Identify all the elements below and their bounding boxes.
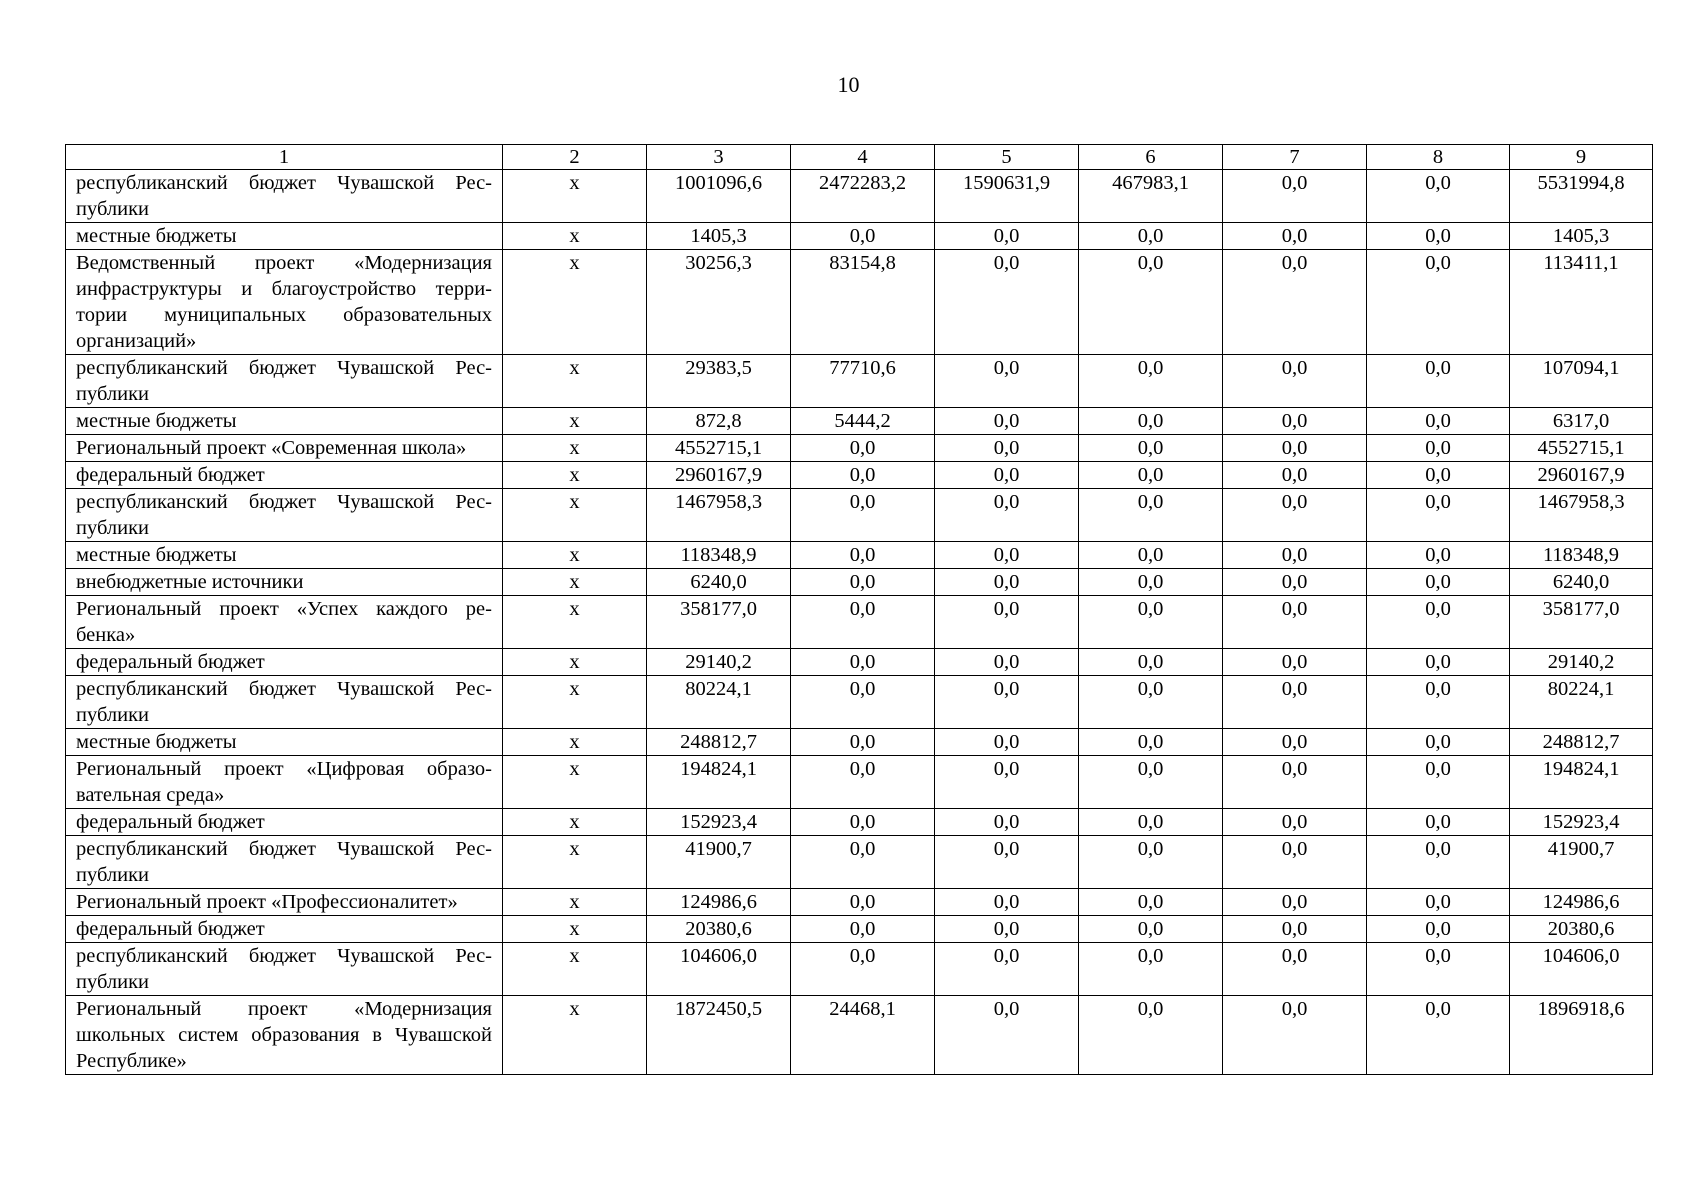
value-col-3: 1405,3: [647, 223, 791, 250]
column-header-7: 7: [1223, 145, 1367, 170]
value-col-8: 0,0: [1367, 462, 1510, 489]
value-col-5: 0,0: [935, 809, 1079, 836]
value-col-4: 0,0: [791, 889, 935, 916]
value-col-5: 0,0: [935, 542, 1079, 569]
value-col-6: 0,0: [1079, 836, 1223, 889]
total-cell: 6317,0: [1510, 408, 1653, 435]
value-col-4: 24468,1: [791, 996, 935, 1075]
value-col-6: 0,0: [1079, 729, 1223, 756]
value-col-7: 0,0: [1223, 542, 1367, 569]
table-row: [66, 996, 1653, 1075]
value-col-6: 0,0: [1079, 223, 1223, 250]
value-col-5: 0,0: [935, 676, 1079, 729]
table-row: [66, 943, 1653, 996]
value-col-7: 0,0: [1223, 676, 1367, 729]
value-col-8: 0,0: [1367, 889, 1510, 916]
value-col-6: 0,0: [1079, 435, 1223, 462]
value-col-3: 2960167,9: [647, 462, 791, 489]
value-col-8: 0,0: [1367, 569, 1510, 596]
value-col-6: 0,0: [1079, 996, 1223, 1075]
value-col-3: 6240,0: [647, 569, 791, 596]
value-col-4: 0,0: [791, 435, 935, 462]
unit-cell: х: [503, 889, 647, 916]
total-cell: 1405,3: [1510, 223, 1653, 250]
table-row: [66, 596, 1653, 649]
total-cell: 124986,6: [1510, 889, 1653, 916]
row-name-cell: республиканский бюджет Чувашской Республики: [66, 355, 503, 408]
column-header-5: 5: [935, 145, 1079, 170]
value-col-3: 1872450,5: [647, 996, 791, 1075]
row-name-cell: республиканский бюджет Чувашской Республики: [66, 943, 503, 996]
value-col-3: 29383,5: [647, 355, 791, 408]
value-col-7: 0,0: [1223, 889, 1367, 916]
row-name-cell: республиканский бюджет Чувашской Республики: [66, 836, 503, 889]
value-col-8: 0,0: [1367, 408, 1510, 435]
total-cell: 4552715,1: [1510, 435, 1653, 462]
row-name-cell: Региональный проект «Современная школа»: [66, 435, 503, 462]
value-col-7: 0,0: [1223, 462, 1367, 489]
value-col-5: 0,0: [935, 943, 1079, 996]
value-col-8: 0,0: [1367, 596, 1510, 649]
value-col-3: 194824,1: [647, 756, 791, 809]
value-col-3: 29140,2: [647, 649, 791, 676]
value-col-7: 0,0: [1223, 729, 1367, 756]
table-row: [66, 170, 1653, 223]
value-col-5: 0,0: [935, 408, 1079, 435]
row-name-cell: республиканский бюджет Чувашской Республики: [66, 489, 503, 542]
value-col-5: 0,0: [935, 435, 1079, 462]
value-col-5: 0,0: [935, 756, 1079, 809]
value-col-5: 0,0: [935, 729, 1079, 756]
row-name-cell: федеральный бюджет: [66, 462, 503, 489]
total-cell: 80224,1: [1510, 676, 1653, 729]
value-col-4: 0,0: [791, 489, 935, 542]
value-col-3: 872,8: [647, 408, 791, 435]
table-row: [66, 250, 1653, 355]
unit-cell: х: [503, 355, 647, 408]
value-col-8: 0,0: [1367, 996, 1510, 1075]
unit-cell: х: [503, 223, 647, 250]
value-col-8: 0,0: [1367, 916, 1510, 943]
row-name-cell: Региональный проект «Профессионалитет»: [66, 889, 503, 916]
value-col-3: 1001096,6: [647, 170, 791, 223]
value-col-3: 41900,7: [647, 836, 791, 889]
table-row: [66, 408, 1653, 435]
total-cell: 41900,7: [1510, 836, 1653, 889]
value-col-3: 358177,0: [647, 596, 791, 649]
total-cell: 113411,1: [1510, 250, 1653, 355]
row-name-cell: местные бюджеты: [66, 408, 503, 435]
page-number: 10: [837, 72, 860, 97]
value-col-7: 0,0: [1223, 569, 1367, 596]
value-col-7: 0,0: [1223, 408, 1367, 435]
value-col-7: 0,0: [1223, 943, 1367, 996]
total-cell: 194824,1: [1510, 756, 1653, 809]
value-col-6: 0,0: [1079, 250, 1223, 355]
value-col-4: 0,0: [791, 836, 935, 889]
value-col-5: 0,0: [935, 916, 1079, 943]
value-col-7: 0,0: [1223, 596, 1367, 649]
column-header-9: 9: [1510, 145, 1653, 170]
value-col-7: 0,0: [1223, 170, 1367, 223]
value-col-4: 83154,8: [791, 250, 935, 355]
value-col-5: 0,0: [935, 355, 1079, 408]
table-row: [66, 489, 1653, 542]
row-name-cell: местные бюджеты: [66, 223, 503, 250]
value-col-5: 0,0: [935, 996, 1079, 1075]
value-col-5: 0,0: [935, 836, 1079, 889]
value-col-6: 0,0: [1079, 809, 1223, 836]
value-col-5: 1590631,9: [935, 170, 1079, 223]
value-col-8: 0,0: [1367, 809, 1510, 836]
value-col-4: 0,0: [791, 649, 935, 676]
value-col-8: 0,0: [1367, 756, 1510, 809]
value-col-8: 0,0: [1367, 250, 1510, 355]
value-col-5: 0,0: [935, 462, 1079, 489]
unit-cell: х: [503, 569, 647, 596]
unit-cell: х: [503, 809, 647, 836]
value-col-7: 0,0: [1223, 756, 1367, 809]
table-row: [66, 729, 1653, 756]
value-col-6: 0,0: [1079, 649, 1223, 676]
row-name-cell: республиканский бюджет Чувашской Республики: [66, 676, 503, 729]
value-col-6: 0,0: [1079, 408, 1223, 435]
table-row: [66, 756, 1653, 809]
value-col-6: 0,0: [1079, 756, 1223, 809]
total-cell: 1467958,3: [1510, 489, 1653, 542]
value-col-4: 0,0: [791, 943, 935, 996]
unit-cell: х: [503, 596, 647, 649]
unit-cell: х: [503, 489, 647, 542]
row-name-cell: Региональный проект «Успех каждого ребенка»: [66, 596, 503, 649]
total-cell: 107094,1: [1510, 355, 1653, 408]
value-col-8: 0,0: [1367, 542, 1510, 569]
value-col-4: 0,0: [791, 809, 935, 836]
table-row: [66, 223, 1653, 250]
value-col-6: 0,0: [1079, 569, 1223, 596]
value-col-5: 0,0: [935, 250, 1079, 355]
value-col-5: 0,0: [935, 489, 1079, 542]
value-col-6: 467983,1: [1079, 170, 1223, 223]
value-col-4: 5444,2: [791, 408, 935, 435]
table-row: [66, 836, 1653, 889]
value-col-7: 0,0: [1223, 355, 1367, 408]
row-name-cell: федеральный бюджет: [66, 916, 503, 943]
table-row: [66, 435, 1653, 462]
unit-cell: х: [503, 756, 647, 809]
total-cell: 152923,4: [1510, 809, 1653, 836]
unit-cell: х: [503, 462, 647, 489]
table-row: [66, 355, 1653, 408]
total-cell: 358177,0: [1510, 596, 1653, 649]
value-col-4: 0,0: [791, 542, 935, 569]
row-name-cell: федеральный бюджет: [66, 809, 503, 836]
value-col-7: 0,0: [1223, 996, 1367, 1075]
column-header-6: 6: [1079, 145, 1223, 170]
row-name-cell: Ведомственный проект «Модернизация инфраструктуры и благоустройство территории муниципальных образовательных организаций»: [66, 250, 503, 355]
value-col-8: 0,0: [1367, 435, 1510, 462]
value-col-7: 0,0: [1223, 435, 1367, 462]
row-name-cell: Региональный проект «Цифровая образовательная среда»: [66, 756, 503, 809]
value-col-3: 118348,9: [647, 542, 791, 569]
total-cell: 104606,0: [1510, 943, 1653, 996]
value-col-3: 152923,4: [647, 809, 791, 836]
value-col-7: 0,0: [1223, 223, 1367, 250]
value-col-7: 0,0: [1223, 649, 1367, 676]
value-col-7: 0,0: [1223, 489, 1367, 542]
value-col-6: 0,0: [1079, 355, 1223, 408]
total-cell: 5531994,8: [1510, 170, 1653, 223]
column-header-1: 1: [66, 145, 503, 170]
value-col-3: 1467958,3: [647, 489, 791, 542]
unit-cell: х: [503, 542, 647, 569]
value-col-7: 0,0: [1223, 916, 1367, 943]
value-col-4: 2472283,2: [791, 170, 935, 223]
unit-cell: х: [503, 250, 647, 355]
row-name-cell: местные бюджеты: [66, 729, 503, 756]
value-col-8: 0,0: [1367, 836, 1510, 889]
value-col-3: 104606,0: [647, 943, 791, 996]
value-col-5: 0,0: [935, 223, 1079, 250]
value-col-4: 0,0: [791, 916, 935, 943]
value-col-8: 0,0: [1367, 223, 1510, 250]
value-col-5: 0,0: [935, 649, 1079, 676]
column-number-row: [66, 145, 1653, 170]
table-row: [66, 542, 1653, 569]
value-col-3: 248812,7: [647, 729, 791, 756]
value-col-6: 0,0: [1079, 916, 1223, 943]
unit-cell: х: [503, 836, 647, 889]
value-col-7: 0,0: [1223, 809, 1367, 836]
row-name-cell: Региональный проект «Модернизация школьных систем образования в Чувашской Республике»: [66, 996, 503, 1075]
row-name-cell: внебюджетные источники: [66, 569, 503, 596]
unit-cell: х: [503, 996, 647, 1075]
value-col-4: 0,0: [791, 462, 935, 489]
unit-cell: х: [503, 729, 647, 756]
total-cell: 29140,2: [1510, 649, 1653, 676]
value-col-7: 0,0: [1223, 836, 1367, 889]
table-row: [66, 916, 1653, 943]
total-cell: 2960167,9: [1510, 462, 1653, 489]
table-row: [66, 649, 1653, 676]
value-col-8: 0,0: [1367, 943, 1510, 996]
column-header-8: 8: [1367, 145, 1510, 170]
total-cell: 248812,7: [1510, 729, 1653, 756]
value-col-3: 30256,3: [647, 250, 791, 355]
value-col-5: 0,0: [935, 569, 1079, 596]
table-row: [66, 569, 1653, 596]
total-cell: 20380,6: [1510, 916, 1653, 943]
value-col-7: 0,0: [1223, 250, 1367, 355]
value-col-6: 0,0: [1079, 676, 1223, 729]
unit-cell: х: [503, 408, 647, 435]
unit-cell: х: [503, 943, 647, 996]
table-row: [66, 889, 1653, 916]
value-col-6: 0,0: [1079, 462, 1223, 489]
unit-cell: х: [503, 170, 647, 223]
value-col-5: 0,0: [935, 889, 1079, 916]
value-col-4: 0,0: [791, 569, 935, 596]
value-col-4: 0,0: [791, 729, 935, 756]
value-col-6: 0,0: [1079, 889, 1223, 916]
total-cell: 6240,0: [1510, 569, 1653, 596]
value-col-4: 77710,6: [791, 355, 935, 408]
column-header-3: 3: [647, 145, 791, 170]
table-row: [66, 809, 1653, 836]
value-col-8: 0,0: [1367, 676, 1510, 729]
column-header-2: 2: [503, 145, 647, 170]
value-col-8: 0,0: [1367, 489, 1510, 542]
value-col-8: 0,0: [1367, 649, 1510, 676]
value-col-4: 0,0: [791, 756, 935, 809]
value-col-6: 0,0: [1079, 489, 1223, 542]
value-col-3: 20380,6: [647, 916, 791, 943]
unit-cell: х: [503, 435, 647, 462]
unit-cell: х: [503, 916, 647, 943]
unit-cell: х: [503, 649, 647, 676]
value-col-3: 124986,6: [647, 889, 791, 916]
row-name-cell: местные бюджеты: [66, 542, 503, 569]
unit-cell: х: [503, 676, 647, 729]
total-cell: 1896918,6: [1510, 996, 1653, 1075]
value-col-4: 0,0: [791, 223, 935, 250]
budget-table: [65, 144, 1653, 1075]
value-col-5: 0,0: [935, 596, 1079, 649]
value-col-8: 0,0: [1367, 355, 1510, 408]
table-body: [66, 145, 1653, 1075]
value-col-8: 0,0: [1367, 729, 1510, 756]
value-col-8: 0,0: [1367, 170, 1510, 223]
value-col-6: 0,0: [1079, 596, 1223, 649]
value-col-3: 80224,1: [647, 676, 791, 729]
value-col-4: 0,0: [791, 676, 935, 729]
value-col-6: 0,0: [1079, 542, 1223, 569]
column-header-4: 4: [791, 145, 935, 170]
table-row: [66, 462, 1653, 489]
row-name-cell: федеральный бюджет: [66, 649, 503, 676]
total-cell: 118348,9: [1510, 542, 1653, 569]
value-col-6: 0,0: [1079, 943, 1223, 996]
value-col-3: 4552715,1: [647, 435, 791, 462]
row-name-cell: республиканский бюджет Чувашской Республики: [66, 170, 503, 223]
table-row: [66, 676, 1653, 729]
value-col-4: 0,0: [791, 596, 935, 649]
